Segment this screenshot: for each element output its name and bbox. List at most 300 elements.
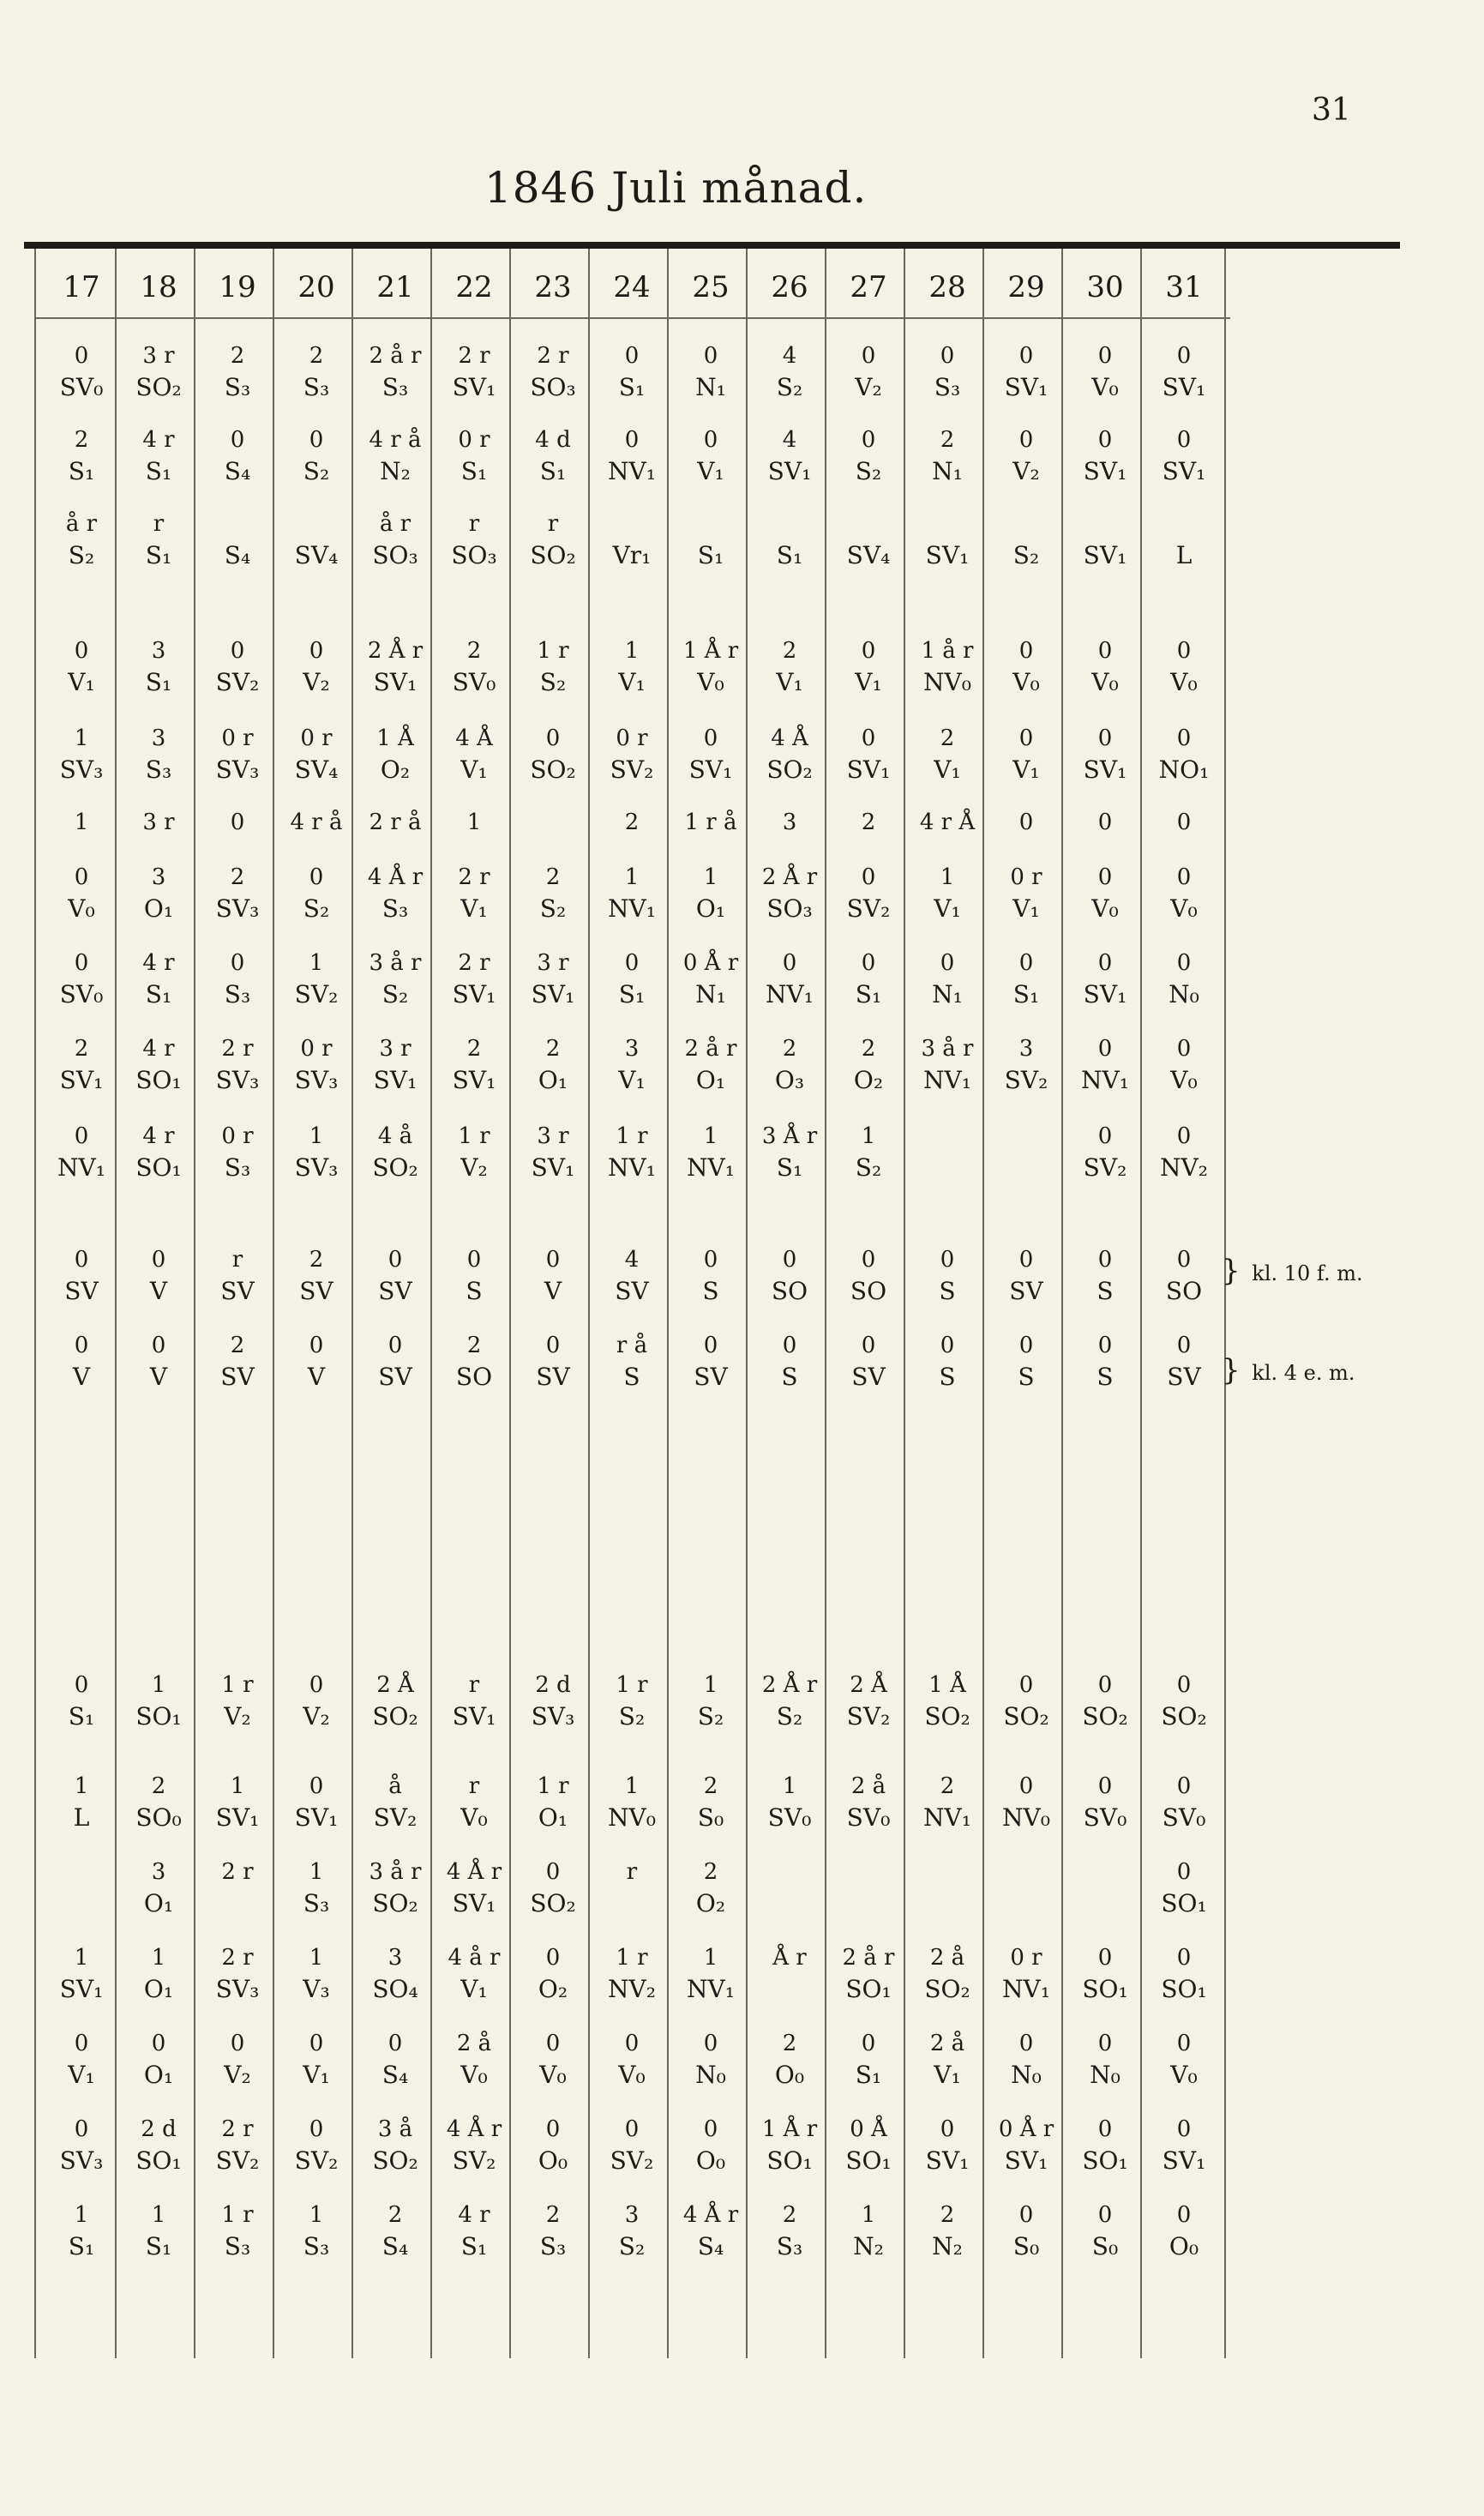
cloud-note: 0 r	[458, 427, 490, 453]
cloud-note: 0	[624, 343, 640, 369]
wind-direction: SV₁	[1004, 2146, 1048, 2175]
wind-direction: S₁	[68, 457, 95, 485]
cloud-note: 0	[74, 343, 89, 369]
cloud-note: 2 r	[221, 1036, 254, 1062]
cloud-note: 2 å r	[684, 1036, 737, 1062]
observation-cell	[278, 429, 355, 484]
observation-cell	[120, 1674, 197, 1729]
wind-direction: O₁	[538, 1066, 568, 1094]
observation-cell	[436, 866, 513, 921]
wind-direction: NV₁	[1002, 1975, 1050, 2003]
wind-direction: SV₂	[1083, 1153, 1127, 1182]
observation-cell	[909, 1674, 986, 1729]
observation-cell	[436, 2204, 513, 2259]
cloud-note: 1	[782, 1773, 797, 1799]
cloud-note: 1 Å	[376, 725, 414, 751]
cloud-note: 0	[782, 1247, 797, 1273]
cloud-note: 2	[782, 1036, 797, 1062]
wind-direction: SV₂	[215, 2146, 260, 2175]
wind-direction: SV₀	[1083, 1803, 1127, 1832]
observation-cell	[593, 866, 670, 921]
observation-cell	[1066, 429, 1144, 484]
wind-direction: NV₁	[608, 457, 656, 485]
cloud-note: 0	[624, 950, 640, 976]
wind-direction: S₂	[1012, 541, 1040, 569]
cloud-note: 0	[309, 638, 324, 664]
wind-direction: SO₂	[372, 1889, 418, 1917]
observation-cell	[672, 727, 749, 782]
wind-direction: SO₁	[1161, 1889, 1207, 1917]
observation-cell	[672, 1674, 749, 1729]
cloud-note: 3 å r	[369, 1859, 422, 1885]
observation-cell	[988, 1125, 1065, 1156]
wind-direction: SO	[1165, 1277, 1203, 1305]
wind-direction: S₃	[224, 980, 251, 1008]
observation-cell	[672, 2032, 749, 2087]
observation-cell	[1145, 2032, 1223, 2087]
observation-cell	[278, 1947, 355, 2001]
cloud-note: 0	[1097, 1333, 1113, 1358]
cloud-note	[672, 513, 749, 537]
cloud-note: 1	[309, 1123, 324, 1149]
wind-direction: S₂	[776, 373, 803, 401]
wind-direction: S₁	[1012, 980, 1040, 1008]
observation-cell	[909, 727, 986, 782]
cloud-note: 0 r	[300, 725, 333, 751]
cloud-note: 2	[940, 1773, 955, 1799]
wind-direction: S₂	[618, 1702, 646, 1731]
observation-cell	[357, 429, 434, 484]
cloud-note: 1 r	[221, 2202, 254, 2228]
cloud-note: 0	[1176, 343, 1192, 369]
observation-cell	[43, 811, 120, 842]
wind-direction: SV	[1167, 1363, 1201, 1391]
wind-direction: SV	[378, 1277, 412, 1305]
wind-direction: O₀	[774, 2061, 805, 2089]
observation-cell	[199, 2032, 276, 2087]
observation-cell	[1145, 1674, 1223, 1729]
observation-cell	[120, 1861, 197, 1916]
observation-cell	[357, 1038, 434, 1092]
observation-cell	[43, 2118, 120, 2173]
cloud-note: 1	[309, 950, 324, 976]
observation-cell	[988, 345, 1065, 400]
cloud-note: 2	[703, 1859, 718, 1885]
cloud-note: 2	[861, 1036, 876, 1062]
observation-cell	[909, 811, 986, 842]
cloud-note: 0	[861, 864, 876, 890]
observation-cell	[43, 1775, 120, 1830]
cloud-note: 4	[782, 343, 797, 369]
cloud-note: 1	[940, 864, 955, 890]
wind-direction: S₁	[855, 980, 882, 1008]
wind-direction: SV₁	[1004, 373, 1048, 401]
cloud-note: r	[468, 511, 480, 537]
wind-direction: SV₀	[846, 1803, 891, 1832]
cloud-note: 2 r å	[369, 810, 422, 835]
wind-direction: V₂	[303, 668, 330, 696]
observation-cell	[672, 1947, 749, 2001]
cloud-note: 0	[151, 1333, 166, 1358]
wind-direction: V₂	[460, 1153, 488, 1182]
wind-direction: S₁	[460, 457, 488, 485]
cloud-note: 0	[1097, 343, 1113, 369]
observation-cell	[436, 345, 513, 400]
cloud-note: 4 Å r	[446, 1859, 502, 1885]
cloud-note: 0	[1018, 1672, 1034, 1698]
cloud-note: 2 å	[929, 2031, 965, 2056]
observation-cell	[120, 1775, 197, 1830]
cloud-note: 0	[74, 1247, 89, 1273]
observation-cell	[199, 2204, 276, 2259]
observation-cell	[278, 345, 355, 400]
wind-direction: S₄	[382, 2232, 409, 2260]
observation-cell	[593, 1775, 670, 1830]
wind-direction: S	[623, 1363, 640, 1391]
observation-cell	[830, 866, 907, 921]
observation-cell	[43, 1125, 120, 1180]
cloud-note: 1	[74, 1773, 89, 1799]
wind-direction: L	[1175, 541, 1193, 569]
observation-cell	[514, 640, 592, 695]
observation-cell	[199, 1038, 276, 1092]
observation-cell	[830, 513, 907, 568]
cloud-note: 0	[1018, 810, 1034, 835]
wind-direction: N₁	[932, 457, 963, 485]
observation-cell	[909, 1125, 986, 1156]
day-header: 27	[850, 270, 887, 304]
wind-direction: V₁	[618, 1066, 646, 1094]
cloud-note: 1 r	[537, 638, 569, 664]
observation-cell	[1066, 640, 1144, 695]
cloud-note: 0	[545, 2116, 561, 2142]
wind-direction: S₀	[697, 1803, 724, 1832]
day-header: 29	[1007, 270, 1045, 304]
cloud-note: 2 Å	[850, 1672, 887, 1698]
cloud-note: 4 r	[142, 427, 175, 453]
wind-direction: S	[1018, 1363, 1035, 1391]
observation-cell	[1145, 952, 1223, 1007]
observation-cell	[1066, 2204, 1144, 2259]
wind-direction: SV₃	[215, 894, 260, 923]
observation-cell	[357, 2204, 434, 2259]
cloud-note: 1 r	[537, 1773, 569, 1799]
cloud-note: 0 Å r	[998, 2116, 1054, 2142]
cloud-note: 0	[230, 2031, 245, 2056]
wind-direction: S₃	[934, 373, 961, 401]
observation-cell	[278, 2032, 355, 2087]
observation-cell	[1066, 1775, 1144, 1830]
observation-cell	[357, 1249, 434, 1303]
cloud-note: 0	[545, 1859, 561, 1885]
cloud-note: 0	[74, 2031, 89, 2056]
cloud-note: 0 r	[1010, 1945, 1042, 1971]
cloud-note: 1	[861, 2202, 876, 2228]
observation-cell	[436, 1125, 513, 1180]
wind-direction: SV	[378, 1363, 412, 1391]
cloud-note: 0	[151, 2031, 166, 2056]
cloud-note: 2 r	[458, 343, 490, 369]
observation-cell	[593, 1947, 670, 2001]
cloud-note: 2	[466, 1333, 482, 1358]
observation-cell	[278, 727, 355, 782]
observation-cell	[357, 1674, 434, 1729]
column-rule	[34, 249, 36, 2358]
wind-direction: V₂	[303, 1702, 330, 1731]
wind-direction: S₂	[697, 1702, 724, 1731]
observation-cell	[1145, 2204, 1223, 2259]
cloud-note: 4 Å	[455, 725, 493, 751]
observation-cell	[436, 1674, 513, 1729]
cloud-note: 0	[1097, 950, 1113, 976]
wind-direction: V₃	[303, 1975, 330, 2003]
day-header: 22	[455, 270, 493, 304]
wind-direction: SV	[851, 1363, 886, 1391]
wind-direction: SV₀	[59, 980, 104, 1008]
cloud-note: 0	[1176, 1123, 1192, 1149]
observation-cell	[830, 952, 907, 1007]
observation-cell	[199, 345, 276, 400]
day-header: 28	[928, 270, 966, 304]
cloud-note: 1 r	[221, 1672, 254, 1698]
cloud-note: 3 Å r	[761, 1123, 818, 1149]
cloud-note: 2	[309, 1247, 324, 1273]
wind-direction: SV₁	[925, 2146, 970, 2175]
cloud-note: 0	[1097, 1247, 1113, 1273]
cloud-note: 0	[1176, 2116, 1192, 2142]
wind-direction: SO₁	[766, 2146, 813, 2175]
observation-cell	[1066, 1249, 1144, 1303]
cloud-note: 0	[230, 950, 245, 976]
wind-direction: V₂	[1012, 457, 1040, 485]
observation-cell	[830, 345, 907, 400]
wind-direction: SV₁	[452, 1702, 496, 1731]
wind-direction: SO₁	[135, 2146, 182, 2175]
wind-direction: SV₁	[1083, 541, 1127, 569]
cloud-note: r	[626, 1859, 638, 1885]
observation-cell	[514, 2204, 592, 2259]
cloud-note: 0	[624, 2116, 640, 2142]
observation-cell	[357, 640, 434, 695]
wind-direction: V₁	[934, 2061, 961, 2089]
wind-direction: V₁	[68, 668, 95, 696]
cloud-note: 2	[782, 2031, 797, 2056]
cloud-note: 2 r	[221, 1945, 254, 1971]
cloud-note: 3	[1018, 1036, 1034, 1062]
cloud-note: 0	[309, 1672, 324, 1698]
wind-direction: S₂	[382, 980, 409, 1008]
observation-cell	[1145, 811, 1223, 842]
cloud-note: 0	[230, 427, 245, 453]
cloud-note: 0	[545, 1945, 561, 1971]
observation-cell	[830, 1334, 907, 1389]
cloud-note: 4	[624, 1247, 640, 1273]
observation-cell	[357, 2032, 434, 2087]
cloud-note: 1 å r	[921, 638, 974, 664]
observation-cell	[514, 952, 592, 1007]
observation-cell	[199, 429, 276, 484]
observation-cell	[199, 1249, 276, 1303]
observation-cell	[278, 2118, 355, 2173]
cloud-note: 2 r	[221, 1859, 254, 1885]
wind-direction: S₁	[697, 541, 724, 569]
observation-cell	[1145, 1038, 1223, 1092]
cloud-note: 0	[230, 810, 245, 835]
cloud-note: 2 å	[850, 1773, 886, 1799]
cloud-note: 2	[388, 2202, 403, 2228]
wind-direction: S₃	[303, 2232, 330, 2260]
cloud-note: 0	[1176, 1247, 1192, 1273]
cloud-note: 0	[388, 1247, 403, 1273]
cloud-note: 2 Å r	[761, 1672, 818, 1698]
wind-direction: SV₁	[1162, 457, 1206, 485]
cloud-note: 0	[309, 864, 324, 890]
observation-cell	[830, 429, 907, 484]
observation-cell	[43, 345, 120, 400]
observation-cell	[1145, 1334, 1223, 1389]
observation-cell	[830, 2118, 907, 2173]
wind-direction: V₀	[618, 2061, 646, 2089]
observation-cell	[436, 513, 513, 568]
wind-direction: O₁	[538, 1803, 568, 1832]
wind-direction: SV₃	[215, 1066, 260, 1094]
observation-cell	[514, 811, 592, 842]
wind-direction: SO₁	[1161, 1975, 1207, 2003]
wind-direction: O₁	[143, 1889, 174, 1917]
cloud-note: 2 Å r	[761, 864, 818, 890]
observation-cell	[1145, 1249, 1223, 1303]
observation-cell	[514, 1947, 592, 2001]
cloud-note	[830, 1861, 907, 1885]
cloud-note: 2	[74, 1036, 89, 1062]
observation-cell	[278, 1249, 355, 1303]
cloud-note: 0	[1176, 725, 1192, 751]
cloud-note: 4 Å	[771, 725, 808, 751]
observation-cell	[988, 1861, 1065, 1892]
observation-cell	[1145, 1861, 1223, 1916]
wind-direction: SO₃	[372, 541, 418, 569]
observation-cell	[988, 727, 1065, 782]
observation-cell	[909, 1947, 986, 2001]
observation-cell	[751, 2118, 828, 2173]
cloud-note: 3 å r	[369, 950, 422, 976]
wind-direction: SV₃	[294, 1066, 339, 1094]
cloud-note: 1	[151, 1945, 166, 1971]
note-morning-text: kl. 10 f. m.	[1252, 1261, 1363, 1285]
observation-cell	[593, 345, 670, 400]
wind-direction: V	[149, 1277, 168, 1305]
wind-direction: SV₁	[373, 668, 418, 696]
cloud-note: 1	[703, 1672, 718, 1698]
observation-cell	[199, 1125, 276, 1180]
cloud-note: 2 å r	[369, 343, 422, 369]
observation-cell	[909, 2032, 986, 2087]
cloud-note: 0	[1176, 864, 1192, 890]
wind-direction: SO₂	[1003, 1702, 1049, 1731]
cloud-note: 0 r	[616, 725, 648, 751]
cloud-note: r	[468, 1773, 480, 1799]
cloud-note: 2 Å r	[367, 638, 424, 664]
observation-cell	[751, 640, 828, 695]
wind-direction: O₃	[774, 1066, 805, 1094]
observation-cell	[593, 2032, 670, 2087]
wind-direction: V₀	[697, 668, 724, 696]
observation-cell	[357, 513, 434, 568]
cloud-note: 0	[74, 864, 89, 890]
cloud-note: 0	[1097, 2116, 1113, 2142]
cloud-note: 4 Å r	[367, 864, 424, 890]
observation-cell	[988, 513, 1065, 568]
cloud-note: 0	[1176, 427, 1192, 453]
observation-cell	[672, 429, 749, 484]
cloud-note: r	[153, 511, 165, 537]
observation-cell	[120, 640, 197, 695]
observation-cell	[357, 1861, 434, 1916]
cloud-note: 4 Å r	[682, 2202, 739, 2228]
cloud-note: 0	[545, 1247, 561, 1273]
observation-cell	[988, 2118, 1065, 2173]
observation-cell	[1066, 1947, 1144, 2001]
observation-cell	[1066, 345, 1144, 400]
cloud-note: 0	[861, 638, 876, 664]
cloud-note: 0	[1018, 427, 1034, 453]
cloud-note: 2	[782, 638, 797, 664]
observation-cell	[43, 952, 120, 1007]
observation-cell	[1145, 1775, 1223, 1830]
cloud-note: 0	[1097, 810, 1113, 835]
observation-cell	[514, 866, 592, 921]
observation-cell	[672, 811, 749, 842]
cloud-note: 0	[1097, 2031, 1113, 2056]
wind-direction: V₀	[68, 894, 95, 923]
wind-direction: S₀	[1012, 2232, 1040, 2260]
wind-direction: SO₂	[1161, 1702, 1207, 1731]
wind-direction: S₁	[539, 457, 567, 485]
observation-cell	[514, 1125, 592, 1180]
cloud-note: 2	[545, 864, 561, 890]
cloud-note: 0	[1176, 1672, 1192, 1698]
observation-cell	[751, 2032, 828, 2087]
wind-direction: V₀	[539, 2061, 567, 2089]
cloud-note: 1	[230, 1773, 245, 1799]
observation-cell	[988, 1334, 1065, 1389]
wind-direction: SV₁	[1162, 373, 1206, 401]
observation-cell	[357, 2118, 434, 2173]
cloud-note: 0 r	[300, 1036, 333, 1062]
wind-direction: NO₁	[1158, 755, 1210, 784]
observation-cell	[199, 866, 276, 921]
observation-cell	[43, 1038, 120, 1092]
wind-direction: SV	[220, 1363, 255, 1391]
cloud-note: 3	[151, 725, 166, 751]
observation-cell	[120, 866, 197, 921]
observation-cell	[436, 1775, 513, 1830]
observation-cell	[751, 513, 828, 568]
observation-cell	[199, 727, 276, 782]
observation-cell	[514, 1861, 592, 1916]
observation-cell	[1145, 1125, 1223, 1180]
observation-cell	[593, 1249, 670, 1303]
day-header: 19	[219, 270, 256, 304]
cloud-note: 0	[151, 1247, 166, 1273]
wind-direction: V₀	[460, 1803, 488, 1832]
cloud-note: 2 r	[221, 2116, 254, 2142]
observation-cell	[672, 513, 749, 568]
observation-cell	[436, 1861, 513, 1916]
wind-direction: NV₂	[608, 1975, 656, 2003]
cloud-note: 3 r	[142, 343, 175, 369]
cloud-note: 0	[545, 2031, 561, 2056]
